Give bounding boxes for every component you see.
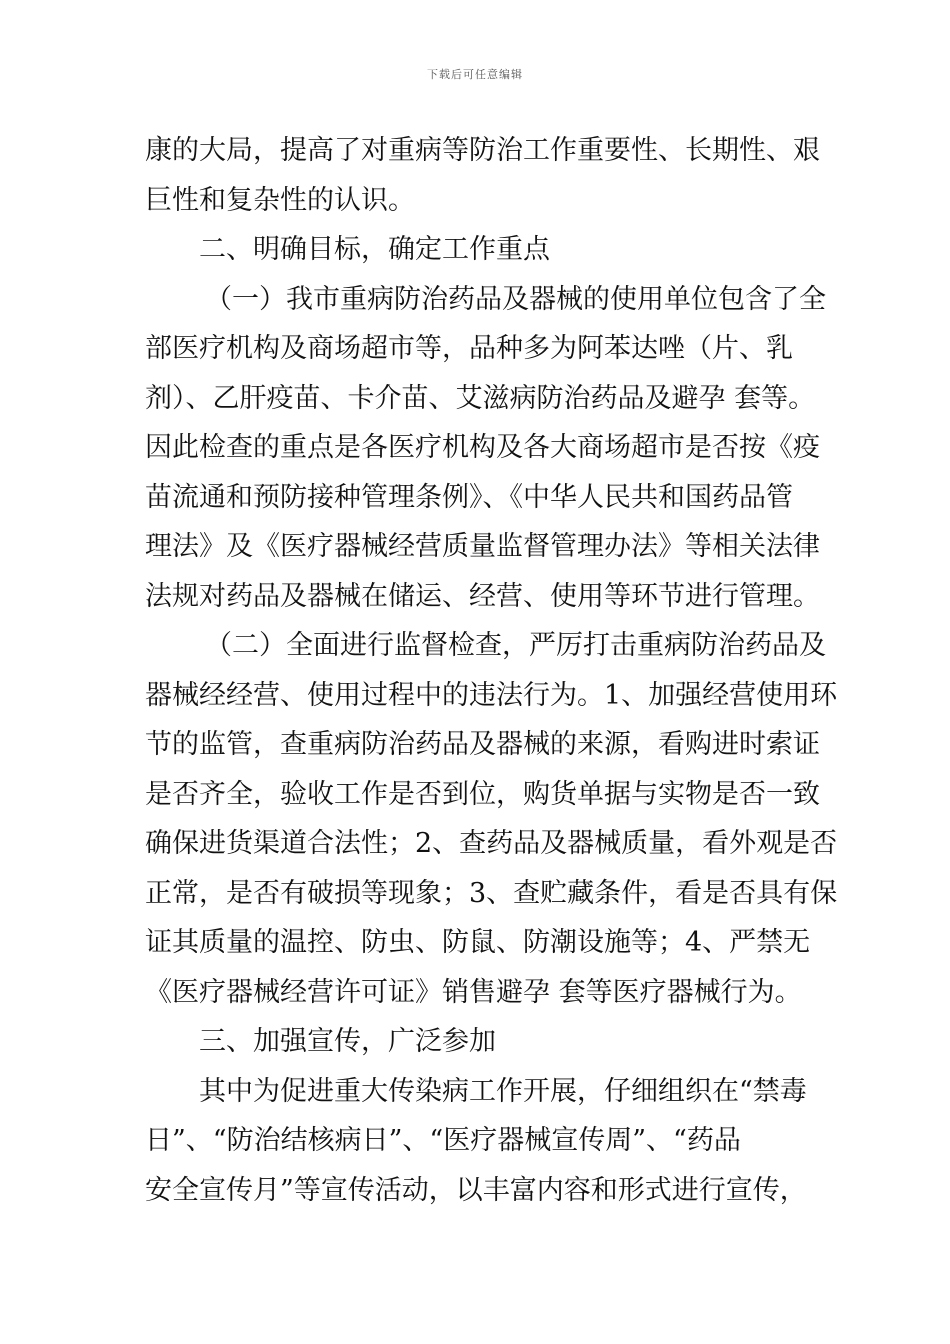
text-line: 《医疗器械经营许可证》销售避孕 套等医疗器械行为。 xyxy=(145,976,802,1008)
text-line: 其中为促进重大传染病工作开展，仔细组织在“禁毒 xyxy=(199,1075,807,1107)
text-line: （一）我市重病防治药品及器械的使用单位包含了全 xyxy=(205,283,826,315)
document-body xyxy=(145,126,838,1215)
text-line: 器械经经营、使用过程中的违法行为。1、加强经营使用环 xyxy=(145,679,838,711)
text-line: 确保进货渠道合法性；2、查药品及器械质量，看外观是否 xyxy=(145,828,838,859)
text-line: 理法》及《医疗器械经营质量监督管理办法》等相关法律 xyxy=(145,531,820,562)
section-heading: 三、加强宣传，广泛参加 xyxy=(199,1026,496,1057)
text-line: 安全宣传月”等宣传活动，以丰富内容和形式进行宣传， xyxy=(145,1174,807,1206)
page-header: 下载后可任意编辑 xyxy=(427,68,523,81)
text-line: 是否齐全，验收工作是否到位，购货单据与实物是否一致 xyxy=(145,778,820,810)
text-line: 节的监管，查重病防治药品及器械的来源，看购进时索证 xyxy=(145,729,820,760)
text-line: 康的大局，提高了对重病等防治工作重要性、长期性、艰 xyxy=(145,135,820,166)
text-line: 正常，是否有破损等现象；3、查贮藏条件，看是否具有保 xyxy=(145,877,838,909)
text-line: 苗流通和预防接种管理条例》、《中华人民共和国药品管 xyxy=(145,481,793,513)
text-line: 证其质量的温控、防虫、防鼠、防潮设施等；4、严禁无 xyxy=(145,927,811,958)
text-line: 法规对药品及器械在储运、经营、使用等环节进行管理。 xyxy=(145,580,820,612)
text-line: 因此检查的重点是各医疗机构及各大商场超市是否按《疫 xyxy=(145,432,820,463)
text-line: 剂）、乙肝疫苗、卡介苗、艾滋病防治药品及避孕 套等。 xyxy=(145,382,816,414)
text-line: （二）全面进行监督检查，严厉打击重病防治药品及 xyxy=(205,630,826,661)
section-heading: 二、明确目标，确定工作重点 xyxy=(199,234,550,265)
text-line: 部医疗机构及商场超市等，品种多为阿苯达唑（片、乳 xyxy=(145,333,793,364)
text-line: 日”、“防治结核病日”、“医疗器械宣传周”、“药品 xyxy=(145,1125,741,1156)
text-line: 巨性和复杂性的认识。 xyxy=(145,184,415,216)
